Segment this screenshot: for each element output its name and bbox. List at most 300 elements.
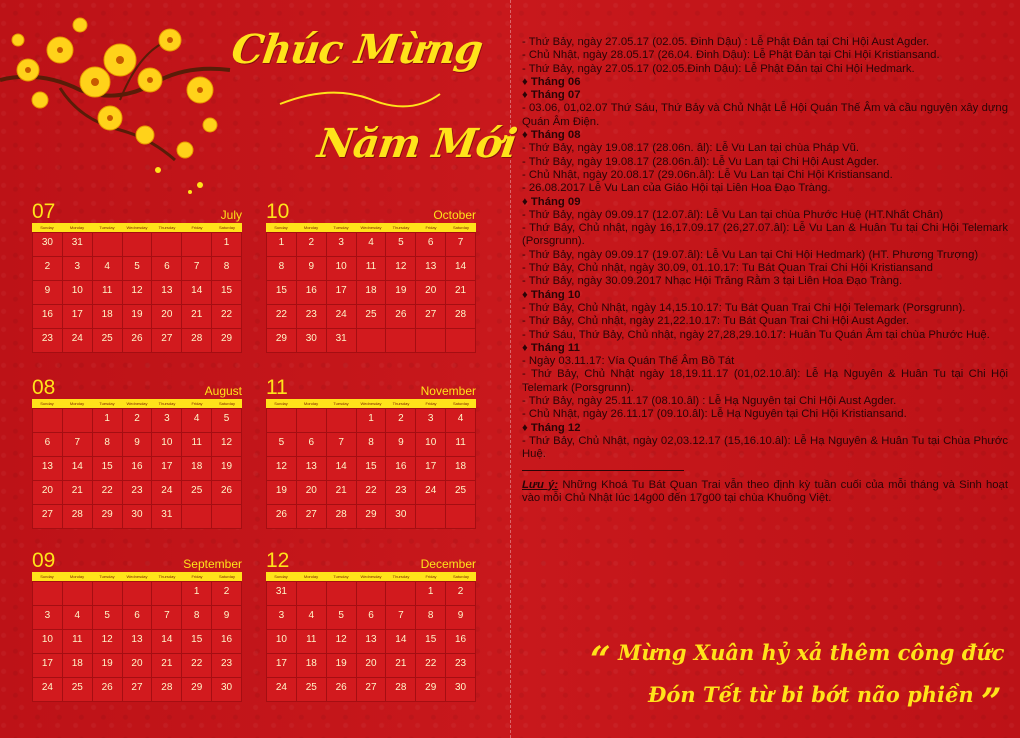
day-cell bbox=[33, 281, 63, 305]
day-number: 18 bbox=[71, 658, 83, 669]
month-heading: ♦ Tháng 08 bbox=[522, 129, 581, 142]
day-cell bbox=[123, 281, 153, 305]
weekday-label: Saturday bbox=[218, 401, 235, 406]
day-number: 27 bbox=[41, 509, 53, 520]
day-cell bbox=[93, 281, 123, 305]
event-item: - Thứ Bảy, ngày 19.08.17 (28.06n.âl): Lễ Vu Lan tại Chi Hội Aust Agder. bbox=[522, 155, 880, 168]
day-number: 8 bbox=[368, 437, 374, 448]
day-number: 20 bbox=[41, 485, 53, 496]
day-number: 30 bbox=[455, 682, 467, 693]
weekday-label: Friday bbox=[425, 225, 437, 230]
day-grid bbox=[266, 232, 476, 353]
day-cell bbox=[446, 433, 476, 457]
day-number: 3 bbox=[44, 610, 51, 621]
day-cell bbox=[182, 281, 212, 305]
day-number: 4 bbox=[457, 413, 464, 424]
day-cell bbox=[63, 433, 93, 457]
day-number: 10 bbox=[335, 261, 347, 272]
day-cell bbox=[33, 433, 63, 457]
day-number: 5 bbox=[398, 237, 404, 248]
day-cell bbox=[33, 678, 63, 702]
day-cell bbox=[357, 233, 387, 257]
day-cell bbox=[93, 329, 123, 353]
day-number: 30 bbox=[395, 509, 407, 520]
day-cell bbox=[212, 582, 242, 606]
day-cell bbox=[357, 481, 387, 505]
day-cell bbox=[63, 409, 93, 433]
day-cell bbox=[182, 409, 212, 433]
day-number: 4 bbox=[193, 413, 200, 424]
day-number: 8 bbox=[427, 610, 434, 621]
day-number: 10 bbox=[425, 437, 437, 448]
day-cell bbox=[182, 305, 212, 329]
day-cell bbox=[357, 630, 387, 654]
day-number: 19 bbox=[101, 658, 113, 669]
day-cell bbox=[267, 678, 297, 702]
day-number: 3 bbox=[427, 413, 434, 424]
day-number: 2 bbox=[134, 413, 140, 424]
day-number: 12 bbox=[395, 261, 407, 272]
day-cell bbox=[63, 457, 93, 481]
month-calendar bbox=[32, 376, 242, 529]
day-grid bbox=[266, 581, 476, 702]
day-cell bbox=[152, 678, 182, 702]
day-number: 12 bbox=[101, 634, 113, 645]
day-number: 19 bbox=[335, 658, 347, 669]
day-cell bbox=[386, 409, 416, 433]
day-number: 5 bbox=[338, 610, 344, 621]
day-number: 29 bbox=[425, 682, 437, 693]
day-number: 14 bbox=[335, 461, 347, 472]
day-cell bbox=[182, 505, 212, 529]
event-item: - Thứ Bảy, Chủ Nhật ngày 18,19.11.17 (01,02.10.âl): Lễ Hạ Nguyên & Huân Tu tại Chi Hội Telemark (Porsgrunn). bbox=[522, 368, 1008, 394]
month-calendar bbox=[266, 549, 476, 702]
day-number: 22 bbox=[101, 485, 113, 496]
day-cell bbox=[297, 505, 327, 529]
weekday-label: Sunday bbox=[274, 574, 288, 579]
weekday-label: Saturday bbox=[452, 225, 469, 230]
day-number: 17 bbox=[41, 658, 53, 669]
weekday-label: Saturday bbox=[452, 401, 469, 406]
weekday-label: Saturday bbox=[218, 225, 235, 230]
day-cell bbox=[416, 678, 446, 702]
day-cell bbox=[446, 281, 476, 305]
day-cell bbox=[93, 457, 123, 481]
weekday-label: Friday bbox=[191, 574, 203, 579]
day-number: 28 bbox=[455, 309, 467, 320]
day-number: 13 bbox=[131, 634, 143, 645]
day-number: 19 bbox=[275, 485, 287, 496]
day-number: 27 bbox=[305, 509, 317, 520]
day-number: 1 bbox=[104, 413, 110, 424]
poem-line1: Mừng Xuân hỷ xả thêm công đức bbox=[618, 640, 1005, 665]
day-number: 16 bbox=[455, 634, 467, 645]
day-number: 15 bbox=[191, 634, 203, 645]
day-cell bbox=[357, 257, 387, 281]
day-number: 30 bbox=[305, 333, 317, 344]
month-number: 09 bbox=[32, 549, 56, 572]
day-number: 23 bbox=[131, 485, 143, 496]
day-number: 15 bbox=[425, 634, 437, 645]
weekday-label: Saturday bbox=[452, 574, 469, 579]
month-heading: ♦ Tháng 07 bbox=[522, 89, 581, 102]
day-number: 17 bbox=[71, 309, 83, 320]
day-cell bbox=[33, 409, 63, 433]
day-number: 13 bbox=[365, 634, 377, 645]
day-cell bbox=[357, 582, 387, 606]
day-number: 20 bbox=[305, 485, 317, 496]
day-number: 6 bbox=[308, 437, 315, 448]
day-cell bbox=[63, 678, 93, 702]
event-item: - Chủ Nhật, ngày 26.11.17 (09.10.âl): Lễ Hạ Nguyên tại Chi Hội Kristiansand. bbox=[522, 408, 907, 421]
day-number: 15 bbox=[365, 461, 377, 472]
day-cell bbox=[297, 630, 327, 654]
day-number: 19 bbox=[131, 309, 143, 320]
month-calendar bbox=[32, 200, 242, 353]
day-number: 30 bbox=[221, 682, 233, 693]
day-cell bbox=[416, 433, 446, 457]
day-number: 30 bbox=[131, 509, 143, 520]
day-cell bbox=[63, 281, 93, 305]
day-cell bbox=[152, 281, 182, 305]
day-cell bbox=[63, 329, 93, 353]
day-number: 26 bbox=[101, 682, 113, 693]
day-cell bbox=[416, 654, 446, 678]
day-cell bbox=[152, 305, 182, 329]
weekday-header bbox=[266, 399, 476, 408]
day-number: 23 bbox=[41, 333, 53, 344]
day-cell bbox=[212, 257, 242, 281]
day-number: 28 bbox=[335, 509, 347, 520]
day-cell bbox=[93, 233, 123, 257]
weekday-label: Thursday bbox=[158, 574, 176, 579]
day-cell bbox=[267, 630, 297, 654]
day-cell bbox=[416, 630, 446, 654]
day-number: 28 bbox=[71, 509, 83, 520]
day-cell bbox=[93, 606, 123, 630]
day-number: 14 bbox=[191, 285, 203, 296]
day-number: 26 bbox=[221, 485, 233, 496]
day-number: 29 bbox=[275, 333, 287, 344]
day-cell bbox=[212, 606, 242, 630]
day-cell bbox=[386, 457, 416, 481]
day-number: 11 bbox=[101, 285, 113, 296]
day-cell bbox=[327, 409, 357, 433]
day-number: 22 bbox=[221, 309, 233, 320]
day-cell bbox=[297, 281, 327, 305]
day-number: 29 bbox=[365, 509, 377, 520]
day-number: 1 bbox=[278, 237, 285, 248]
day-number: 22 bbox=[425, 658, 437, 669]
day-number: 11 bbox=[72, 634, 83, 645]
month-heading: ♦ Tháng 12 bbox=[522, 421, 581, 434]
day-cell bbox=[152, 329, 182, 353]
day-number: 10 bbox=[41, 634, 53, 645]
note-text: Những Khoá Tu Bát Quan Trai vẫn theo định kỳ tuần cuối của mỗi tháng và Sinh hoạt vào mỗi Chủ Nhật lúc 14g00 đến 17g00 tại chùa Khuông Việt. bbox=[522, 478, 1008, 504]
note bbox=[522, 479, 1008, 506]
day-number: 21 bbox=[191, 309, 203, 320]
day-number: 25 bbox=[365, 309, 377, 320]
month-name: July bbox=[220, 208, 242, 222]
month-heading: ♦ Tháng 10 bbox=[522, 288, 581, 301]
weekday-label: Thursday bbox=[392, 401, 410, 406]
day-cell bbox=[93, 678, 123, 702]
day-number: 6 bbox=[368, 610, 374, 621]
note-label: Lưu ý: bbox=[522, 478, 559, 491]
weekday-label: Wednesday bbox=[360, 574, 382, 579]
day-grid bbox=[32, 232, 242, 353]
day-number: 13 bbox=[41, 461, 53, 472]
day-cell bbox=[416, 233, 446, 257]
day-cell bbox=[182, 678, 212, 702]
weekday-header bbox=[32, 399, 242, 408]
day-number: 16 bbox=[305, 285, 317, 296]
day-cell bbox=[267, 505, 297, 529]
event-item: - Thứ Bảy, ngày 27.05.17 (02.05. Đinh Dậu) : Lễ Phật Đản tại Chi Hội Aust Agder. bbox=[522, 36, 930, 48]
day-cell bbox=[386, 654, 416, 678]
day-cell bbox=[182, 257, 212, 281]
day-cell bbox=[357, 433, 387, 457]
weekday-label: Tuesday bbox=[333, 225, 349, 230]
weekday-label: Monday bbox=[303, 401, 319, 406]
day-number: 9 bbox=[44, 285, 51, 296]
day-cell bbox=[182, 630, 212, 654]
day-number: 27 bbox=[131, 682, 143, 693]
day-cell bbox=[297, 582, 327, 606]
day-cell bbox=[327, 654, 357, 678]
day-number: 22 bbox=[365, 485, 377, 496]
day-cell bbox=[386, 606, 416, 630]
day-cell bbox=[33, 582, 63, 606]
event-item: - Thứ Bảy, ngày 25.11.17 (08.10.âl) : Lễ Hạ Nguyên tại Chi Hội Aust Agder. bbox=[522, 395, 897, 408]
day-cell bbox=[93, 409, 123, 433]
day-number: 4 bbox=[368, 237, 374, 248]
day-cell bbox=[212, 281, 242, 305]
day-cell bbox=[416, 329, 446, 353]
weekday-label: Monday bbox=[69, 401, 85, 406]
weekday-label: Wednesday bbox=[126, 574, 148, 579]
day-cell bbox=[357, 678, 387, 702]
day-cell bbox=[297, 305, 327, 329]
day-number: 15 bbox=[275, 285, 287, 296]
day-number: 2 bbox=[44, 261, 51, 272]
weekday-label: Thursday bbox=[158, 401, 176, 406]
weekday-label: Monday bbox=[303, 225, 319, 230]
day-number: 27 bbox=[365, 682, 377, 693]
poem-line2: Đón Tết từ bi bớt não phiền bbox=[648, 682, 974, 707]
event-item: - Thứ Bảy, ngày 19.08.17 (28.06n. âl): Lễ Vu Lan tại chùa Pháp Vũ. bbox=[522, 142, 860, 155]
day-cell bbox=[327, 233, 357, 257]
day-cell bbox=[33, 505, 63, 529]
day-number: 8 bbox=[278, 261, 285, 272]
day-cell bbox=[267, 281, 297, 305]
day-number: 9 bbox=[308, 261, 315, 272]
day-number: 10 bbox=[275, 634, 287, 645]
weekday-label: Wednesday bbox=[126, 225, 148, 230]
day-number: 7 bbox=[74, 437, 81, 448]
day-number: 14 bbox=[71, 461, 83, 472]
weekday-label: Monday bbox=[69, 574, 85, 579]
weekday-label: Sunday bbox=[40, 225, 54, 230]
day-cell bbox=[386, 582, 416, 606]
day-cell bbox=[297, 233, 327, 257]
day-cell bbox=[182, 329, 212, 353]
day-number: 14 bbox=[161, 634, 173, 645]
day-number: 21 bbox=[455, 285, 467, 296]
day-number: 19 bbox=[221, 461, 233, 472]
month-number: 10 bbox=[266, 200, 290, 223]
day-cell bbox=[416, 505, 446, 529]
day-cell bbox=[357, 505, 387, 529]
day-number: 13 bbox=[305, 461, 317, 472]
day-number: 2 bbox=[308, 237, 315, 248]
weekday-label: Friday bbox=[425, 401, 437, 406]
day-number: 19 bbox=[395, 285, 407, 296]
day-cell bbox=[33, 606, 63, 630]
day-cell bbox=[386, 433, 416, 457]
day-cell bbox=[267, 654, 297, 678]
day-cell bbox=[357, 281, 387, 305]
weekday-label: Saturday bbox=[218, 574, 235, 579]
day-cell bbox=[33, 630, 63, 654]
day-cell bbox=[93, 433, 123, 457]
day-number: 24 bbox=[71, 333, 83, 344]
day-cell bbox=[212, 654, 242, 678]
day-cell bbox=[327, 305, 357, 329]
day-number: 2 bbox=[223, 586, 230, 597]
day-number: 23 bbox=[455, 658, 467, 669]
weekday-label: Wednesday bbox=[126, 401, 148, 406]
month-name: November bbox=[420, 384, 476, 398]
day-cell bbox=[297, 678, 327, 702]
day-cell bbox=[212, 678, 242, 702]
day-number: 16 bbox=[41, 309, 53, 320]
day-cell bbox=[93, 505, 123, 529]
day-number: 31 bbox=[275, 586, 287, 597]
event-item: - Thứ Bảy, Chủ nhật, ngày 16,17.09.17 (26,27.07.âl): Lễ Vu Lan & Huân Tu tại Chi Hội Telemark (Porsgrunn). bbox=[522, 222, 1008, 248]
weekday-label: Sunday bbox=[274, 401, 288, 406]
weekday-label: Thursday bbox=[392, 225, 410, 230]
day-cell bbox=[63, 606, 93, 630]
day-number: 7 bbox=[338, 437, 344, 448]
day-cell bbox=[446, 505, 476, 529]
day-number: 3 bbox=[278, 610, 285, 621]
month-calendar bbox=[266, 376, 476, 529]
day-cell bbox=[297, 457, 327, 481]
event-item: - Chủ Nhật, ngày 28.05.17 (26.04. Đinh Dậu): Lễ Phật Đản tại Chi Hội Kristiansand. bbox=[522, 49, 940, 62]
day-cell bbox=[182, 233, 212, 257]
day-cell bbox=[93, 630, 123, 654]
day-cell bbox=[327, 505, 357, 529]
day-number: 15 bbox=[221, 285, 233, 296]
day-number: 3 bbox=[338, 237, 344, 248]
day-number: 7 bbox=[164, 610, 170, 621]
day-cell bbox=[33, 233, 63, 257]
day-cell bbox=[297, 433, 327, 457]
day-cell bbox=[33, 329, 63, 353]
day-cell bbox=[267, 457, 297, 481]
day-cell bbox=[327, 630, 357, 654]
day-cell bbox=[123, 481, 153, 505]
event-item: - Chủ Nhật, ngày 20.08.17 (29.06n.âl): Lễ Vu Lan tại Chi Hội Kristiansand. bbox=[522, 168, 893, 181]
day-number: 16 bbox=[395, 461, 407, 472]
day-number: 24 bbox=[425, 485, 437, 496]
day-cell bbox=[357, 606, 387, 630]
day-number: 7 bbox=[457, 237, 464, 248]
greeting-line2: Năm Mới bbox=[314, 120, 520, 167]
day-number: 7 bbox=[398, 610, 404, 621]
day-cell bbox=[297, 606, 327, 630]
day-number: 1 bbox=[223, 237, 230, 248]
weekday-label: Monday bbox=[69, 225, 85, 230]
day-cell bbox=[297, 481, 327, 505]
day-number: 6 bbox=[164, 261, 170, 272]
fold-line bbox=[510, 0, 511, 738]
day-number: 18 bbox=[191, 461, 203, 472]
day-grid bbox=[32, 581, 242, 702]
day-number: 21 bbox=[395, 658, 407, 669]
day-number: 8 bbox=[193, 610, 200, 621]
day-number: 6 bbox=[427, 237, 434, 248]
day-cell bbox=[267, 481, 297, 505]
day-number: 17 bbox=[161, 461, 173, 472]
weekday-label: Sunday bbox=[274, 225, 288, 230]
day-cell bbox=[123, 433, 153, 457]
day-cell bbox=[152, 433, 182, 457]
day-cell bbox=[63, 654, 93, 678]
month-name: December bbox=[420, 557, 476, 571]
day-number: 4 bbox=[308, 610, 315, 621]
month-calendar bbox=[32, 549, 242, 702]
day-number: 9 bbox=[134, 437, 140, 448]
day-cell bbox=[182, 457, 212, 481]
day-number: 21 bbox=[161, 658, 173, 669]
day-cell bbox=[152, 233, 182, 257]
day-number: 28 bbox=[395, 682, 407, 693]
day-cell bbox=[446, 678, 476, 702]
month-number: 07 bbox=[32, 200, 56, 223]
event-item: - Thứ Bảy, Chủ Nhật, ngày 14,15.10.17: Tu Bát Quan Trai Chi Hội Telemark (Porsgrunn). bbox=[522, 301, 966, 314]
weekday-label: Sunday bbox=[40, 401, 54, 406]
day-number: 26 bbox=[275, 509, 287, 520]
day-cell bbox=[446, 457, 476, 481]
day-number: 1 bbox=[193, 586, 200, 597]
day-cell bbox=[446, 654, 476, 678]
day-number: 14 bbox=[395, 634, 407, 645]
month-number: 11 bbox=[266, 376, 288, 399]
weekday-label: Tuesday bbox=[333, 401, 349, 406]
day-cell bbox=[327, 457, 357, 481]
day-number: 24 bbox=[161, 485, 173, 496]
day-number: 23 bbox=[305, 309, 317, 320]
month-name: August bbox=[204, 384, 242, 398]
weekday-header bbox=[32, 223, 242, 232]
day-number: 25 bbox=[71, 682, 83, 693]
day-cell bbox=[267, 433, 297, 457]
day-number: 12 bbox=[221, 437, 233, 448]
day-cell bbox=[297, 654, 327, 678]
weekday-label: Tuesday bbox=[99, 574, 115, 579]
day-cell bbox=[123, 257, 153, 281]
day-cell bbox=[212, 233, 242, 257]
day-cell bbox=[93, 257, 123, 281]
month-name: October bbox=[433, 208, 476, 222]
day-cell bbox=[327, 678, 357, 702]
day-number: 4 bbox=[74, 610, 81, 621]
event-item: - Thứ Bảy, ngày 27.05.17 (02.05.Đinh Dậu): Lễ Phật Đản tại Chi Hội Hedmark. bbox=[522, 62, 915, 75]
day-cell bbox=[123, 630, 153, 654]
day-cell bbox=[267, 409, 297, 433]
